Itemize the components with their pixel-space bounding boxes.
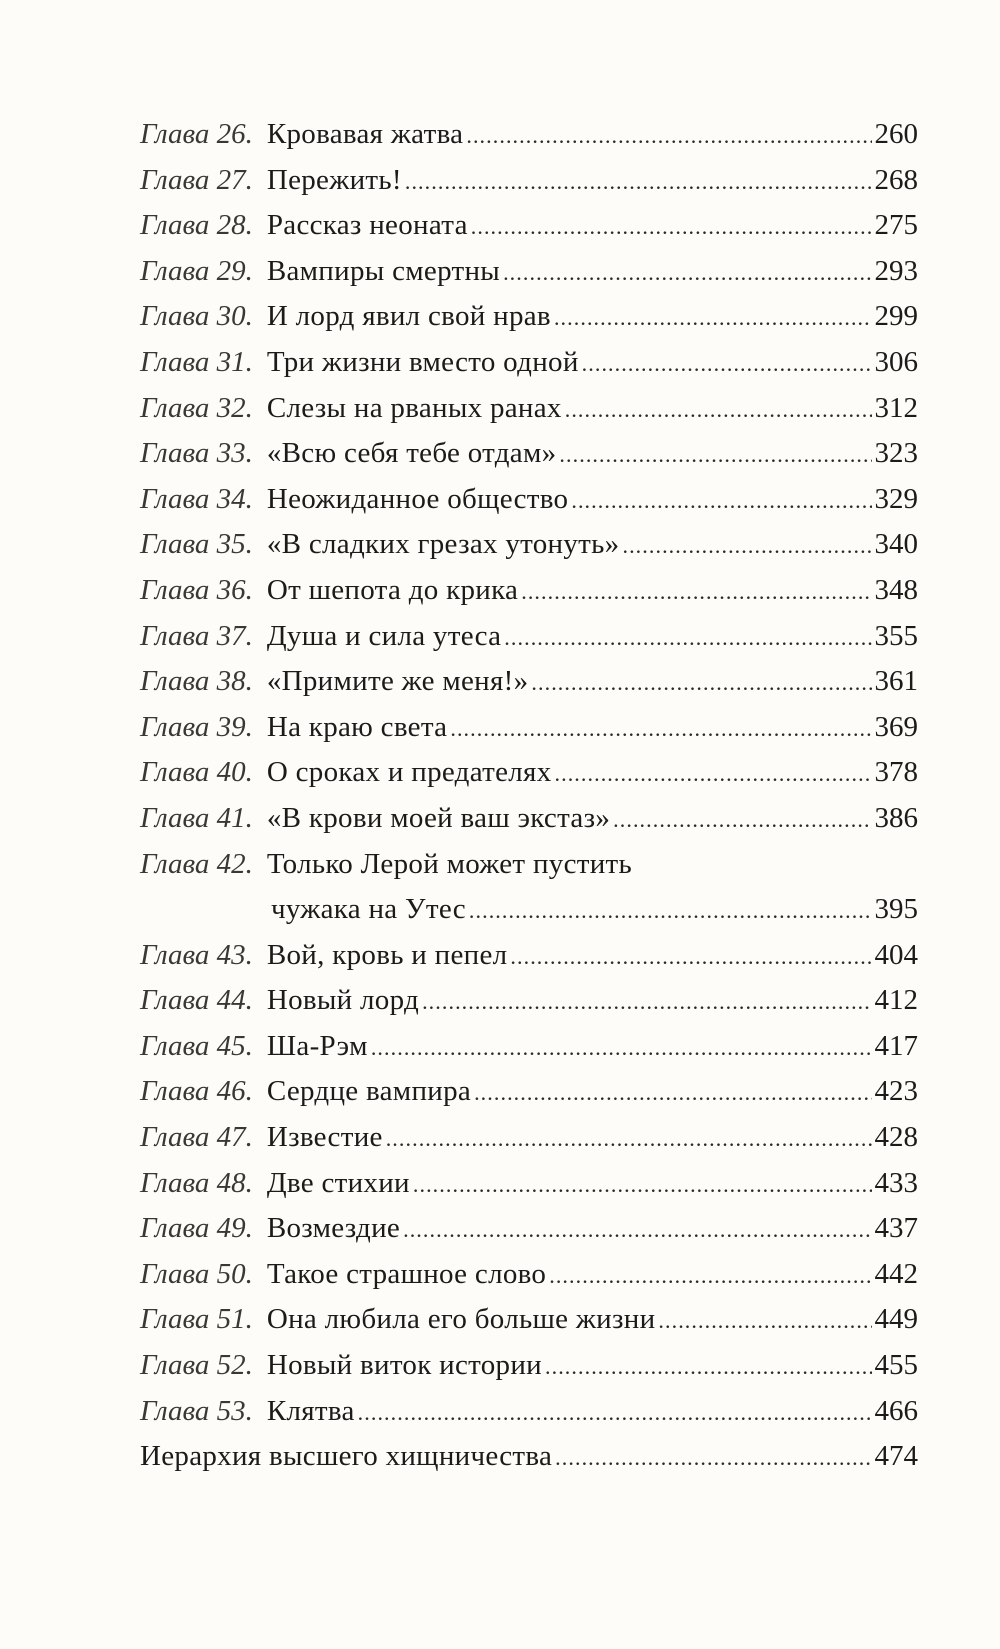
chapter-title: Клятва: [266, 1394, 355, 1427]
page-number: 260: [874, 118, 918, 150]
page-number: 386: [874, 801, 918, 834]
dot-leader: [658, 1298, 871, 1344]
chapter-number: Глава 52.: [140, 1349, 253, 1382]
toc-entry-appendix: [140, 1434, 918, 1480]
chapter-title: «В крови моей ваш экстаз»: [266, 801, 611, 834]
chapter-title: Известие: [266, 1121, 383, 1154]
toc-entry-42-continued: [140, 887, 918, 933]
chapter-number: Глава 41.: [140, 801, 253, 834]
chapter-number: Глава 51.: [140, 1303, 253, 1336]
chapter-number: Глава 48.: [140, 1166, 253, 1199]
page-number: 378: [874, 756, 918, 789]
chapter-title: О сроках и предателях: [266, 756, 552, 789]
dot-leader: [571, 478, 871, 524]
chapter-title: От шепота до крика: [266, 573, 519, 606]
toc-entry-30: [140, 294, 918, 340]
chapter-title: Новый виток истории: [266, 1349, 542, 1382]
toc-entry-41: [140, 796, 918, 842]
toc-entry-45: [140, 1024, 918, 1070]
toc-entry-37: [140, 614, 918, 660]
page-number: 428: [874, 1121, 918, 1154]
page-number: 355: [874, 619, 918, 652]
table-of-contents: [140, 112, 918, 1480]
page-number: 312: [874, 391, 918, 424]
dot-leader: [545, 1344, 872, 1390]
toc-entry-53: [140, 1389, 918, 1435]
toc-entry-39: [140, 705, 918, 751]
chapter-title: Кровавая жатва: [266, 118, 464, 150]
dot-leader: [405, 159, 872, 205]
chapter-title: «Всю себя тебе отдам»: [266, 437, 557, 470]
page-number: 412: [874, 984, 918, 1017]
chapter-number: Глава 26.: [140, 118, 253, 150]
chapter-title: Две стихии: [266, 1166, 410, 1199]
chapter-title: Только Лерой может пустить: [266, 847, 633, 880]
page-number: 449: [874, 1303, 918, 1336]
dot-leader: [555, 1435, 871, 1481]
page-number: 417: [874, 1029, 918, 1062]
dot-leader: [403, 1207, 871, 1253]
chapter-number: Глава 35.: [140, 528, 253, 561]
chapter-title: Вой, кровь и пепел: [266, 938, 508, 971]
chapter-title: Душа и сила утеса: [266, 619, 502, 652]
chapter-title: Вампиры смертны: [266, 254, 501, 287]
dot-leader: [510, 934, 871, 980]
chapter-number: Глава 31.: [140, 345, 253, 378]
chapter-title: И лорд явил свой нрав: [266, 300, 551, 333]
chapter-title: Она любила его больше жизни: [266, 1303, 656, 1336]
page-number: 293: [874, 254, 918, 287]
chapter-number: Глава 28.: [140, 209, 253, 242]
toc-entry-31: [140, 340, 918, 386]
dot-leader: [471, 204, 872, 250]
dot-leader: [474, 1070, 871, 1116]
page-number: 361: [874, 665, 918, 698]
page-number: 437: [874, 1212, 918, 1245]
toc-entry-52: [140, 1343, 918, 1389]
chapter-number: Глава 46.: [140, 1075, 253, 1108]
dot-leader: [450, 706, 871, 752]
chapter-title: Такое страшное слово: [266, 1257, 547, 1290]
dot-leader: [386, 1116, 872, 1162]
dot-leader: [422, 979, 871, 1025]
dot-leader: [622, 523, 871, 569]
chapter-title: Новый лорд: [266, 984, 420, 1017]
page-number: 329: [874, 482, 918, 515]
toc-entry-38: [140, 659, 918, 705]
dot-leader: [358, 1390, 872, 1436]
chapter-number: Глава 43.: [140, 938, 253, 971]
dot-leader: [521, 569, 871, 615]
chapter-title: Возмездие: [266, 1212, 401, 1245]
toc-entry-26: [140, 112, 918, 158]
page-number: 423: [874, 1075, 918, 1108]
chapter-number: Глава 34.: [140, 482, 253, 515]
toc-entry-42: [140, 842, 918, 888]
chapter-title: «В сладких грезах утонуть»: [266, 528, 620, 561]
chapter-number: Глава 29.: [140, 254, 253, 287]
page-number: 474: [874, 1440, 918, 1473]
toc-entry-49: [140, 1206, 918, 1252]
chapter-number: Глава 50.: [140, 1257, 253, 1290]
toc-entry-29: [140, 249, 918, 295]
dot-leader: [466, 113, 871, 159]
chapter-number: Глава 49.: [140, 1212, 253, 1245]
dot-leader: [469, 888, 872, 934]
dot-leader: [582, 341, 872, 387]
chapter-title: Ша-Рэм: [266, 1029, 368, 1062]
page-number: 455: [874, 1349, 918, 1382]
dot-leader: [613, 797, 871, 843]
page-number: 268: [874, 163, 918, 196]
toc-entry-50: [140, 1252, 918, 1298]
chapter-number: Глава 42.: [140, 847, 253, 880]
dot-leader: [549, 1253, 871, 1299]
toc-entry-27: [140, 158, 918, 204]
chapter-number: Глава 32.: [140, 391, 253, 424]
dot-leader: [504, 615, 871, 661]
chapter-number: Глава 36.: [140, 573, 253, 606]
toc-entry-34: [140, 477, 918, 523]
toc-entry-35: [140, 522, 918, 568]
chapter-number: Глава 37.: [140, 619, 253, 652]
page-number: 323: [874, 437, 918, 470]
chapter-number: Глава 45.: [140, 1029, 253, 1062]
chapter-title: Рассказ неоната: [266, 209, 468, 242]
chapter-title-continued: чужака на Утес: [271, 893, 466, 926]
dot-leader: [413, 1162, 872, 1208]
toc-entry-46: [140, 1069, 918, 1115]
dot-leader: [531, 660, 871, 706]
page-number: 404: [874, 938, 918, 971]
toc-entry-32: [140, 386, 918, 432]
chapter-number: Глава 53.: [140, 1394, 253, 1427]
page-number: 340: [874, 528, 918, 561]
page-number: 442: [874, 1257, 918, 1290]
toc-entry-47: [140, 1115, 918, 1161]
chapter-number: Глава 44.: [140, 984, 253, 1017]
chapter-number: Глава 38.: [140, 665, 253, 698]
appendix-title: Иерархия высшего хищничества: [140, 1440, 553, 1473]
toc-entry-40: [140, 750, 918, 796]
page-number: 395: [874, 893, 918, 926]
dot-leader: [555, 751, 872, 797]
toc-entry-33: [140, 431, 918, 477]
dot-leader: [565, 387, 872, 433]
chapter-number: Глава 40.: [140, 756, 253, 789]
toc-entry-28: [140, 203, 918, 249]
chapter-title: На краю света: [266, 710, 448, 743]
page-number: 299: [874, 300, 918, 333]
dot-leader: [371, 1025, 872, 1071]
chapter-number: Глава 47.: [140, 1121, 253, 1154]
toc-entry-51: [140, 1297, 918, 1343]
chapter-title: Сердце вампира: [266, 1075, 472, 1108]
chapter-title: Слезы на рваных ранах: [266, 391, 562, 424]
toc-entry-48: [140, 1161, 918, 1207]
dot-leader: [503, 250, 871, 296]
chapter-title: Пережить!: [266, 163, 402, 196]
chapter-number: Глава 39.: [140, 710, 253, 743]
dot-leader: [554, 295, 872, 341]
chapter-number: Глава 27.: [140, 163, 253, 196]
toc-entry-43: [140, 933, 918, 979]
toc-entry-44: [140, 978, 918, 1024]
toc-entry-36: [140, 568, 918, 614]
chapter-title: «Примите же меня!»: [266, 665, 529, 698]
page-number: 369: [874, 710, 918, 743]
page-number: 275: [874, 209, 918, 242]
dot-leader: [559, 432, 871, 478]
chapter-title: Неожиданное общество: [266, 482, 569, 515]
page-number: 306: [874, 345, 918, 378]
page-number: 348: [874, 573, 918, 606]
chapter-number: Глава 30.: [140, 300, 253, 333]
page-number: 433: [874, 1166, 918, 1199]
chapter-title: Три жизни вместо одной: [266, 345, 579, 378]
chapter-number: Глава 33.: [140, 437, 253, 470]
page-number: 466: [874, 1394, 918, 1427]
